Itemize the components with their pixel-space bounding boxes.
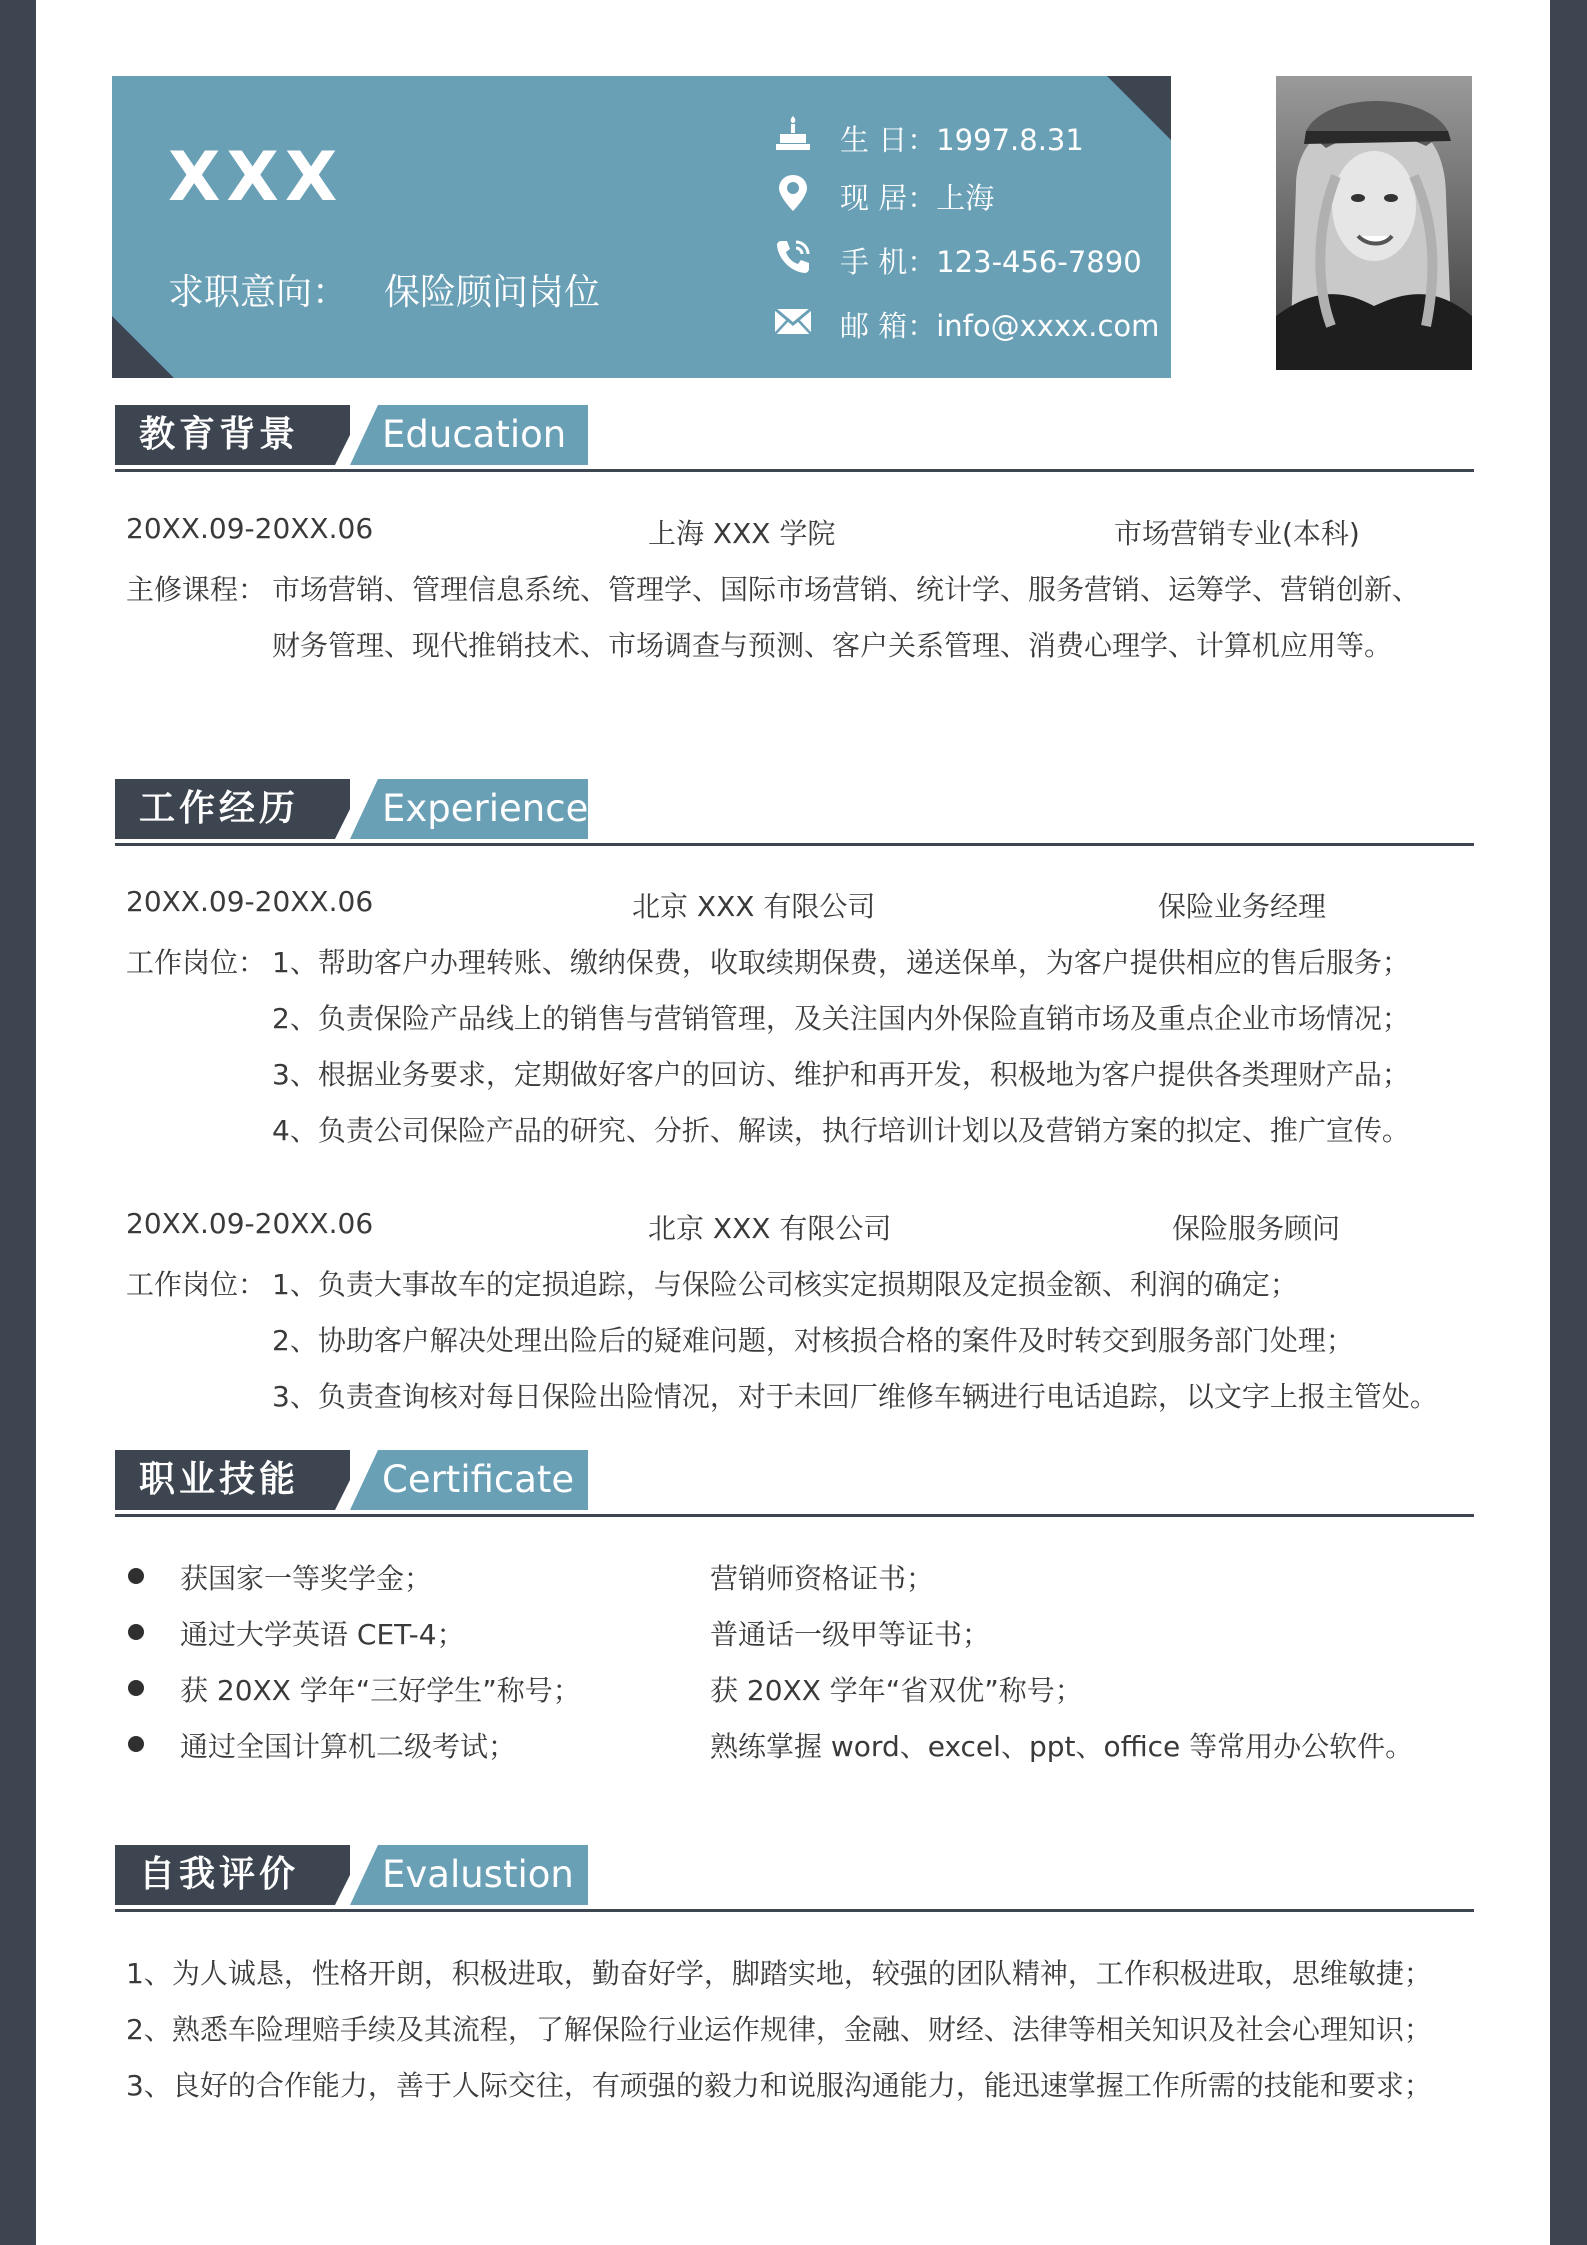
skill-item: 普通话一级甲等证书； bbox=[710, 1618, 991, 1651]
skill-item: 通过大学英语 CET-4； bbox=[180, 1618, 465, 1651]
job-intent-value: 保险顾问岗位 bbox=[384, 272, 601, 313]
skill-item: 获 20XX 学年“省双优”称号； bbox=[710, 1674, 1083, 1707]
bullet bbox=[128, 1736, 144, 1752]
evaluation-line: 2、熟悉车险理赔手续及其流程，了解保险行业运作规律，金融、财经、法律等相关知识及社会心理知识； bbox=[126, 2013, 1432, 2046]
evaluation-line: 3、良好的合作能力，善于人际交往，有顽强的毅力和说服沟通能力，能迅速掌握工作所需的技能和要求； bbox=[126, 2069, 1432, 2102]
phone-label: 手 机： bbox=[840, 245, 937, 279]
job-duty: 2、协助客户解决处理出险后的疑难问题，对核损合格的案件及时转交到服务部门处理； bbox=[272, 1324, 1354, 1357]
job-duty: 1、帮助客户办理转账、缴纳保费，收取续期保费，递送保单，为客户提供相应的售后服务； bbox=[272, 946, 1410, 979]
job-intent bbox=[168, 264, 600, 315]
section-title-en: Certificate bbox=[350, 1450, 588, 1510]
section-experience-header bbox=[115, 779, 1474, 843]
section-title-zh: 教育背景 bbox=[115, 405, 335, 465]
section-divider bbox=[115, 469, 1474, 472]
job-duty: 1、负责大事故车的定损追踪，与保险公司核实定损期限及定损金额、利润的确定； bbox=[272, 1268, 1298, 1301]
email-value: info@xxxx.com bbox=[936, 309, 1160, 343]
birthday-label: 生 日： bbox=[840, 123, 937, 157]
skill-item: 获 20XX 学年“三好学生”称号； bbox=[180, 1674, 581, 1707]
bullet bbox=[128, 1624, 144, 1640]
job-period: 20XX.09-20XX.06 bbox=[126, 885, 374, 918]
corner-decoration-bottom-left bbox=[112, 316, 174, 378]
profile-photo bbox=[1276, 76, 1472, 370]
skill-item: 通过全国计算机二级考试； bbox=[180, 1730, 517, 1763]
job-intent-label: 求职意向： bbox=[168, 272, 349, 313]
cake-icon bbox=[772, 114, 814, 156]
job-position: 保险服务顾问 bbox=[1172, 1212, 1341, 1245]
phone-value: 123-456-7890 bbox=[936, 245, 1142, 279]
section-skills-header bbox=[115, 1450, 1474, 1514]
courses-line: 财务管理、现代推销技术、市场调查与预测、客户关系管理、消费心理学、计算机应用等。 bbox=[272, 629, 1393, 662]
section-title-en: Evalustion bbox=[350, 1845, 588, 1905]
job-duty: 3、负责查询核对每日保险出险情况，对于未回厂维修车辆进行电话追踪，以文字上报主管处。 bbox=[272, 1380, 1438, 1413]
job-company: 北京 XXX 有限公司 bbox=[632, 890, 876, 923]
phone-icon bbox=[772, 236, 814, 278]
birthday-value: 1997.8.31 bbox=[936, 123, 1084, 157]
job-period: 20XX.09-20XX.06 bbox=[126, 1207, 374, 1240]
skill-item: 熟练掌握 word、excel、ppt、office 等常用办公软件。 bbox=[710, 1730, 1414, 1763]
education-major: 市场营销专业(本科) bbox=[1114, 517, 1360, 550]
section-title-zh: 工作经历 bbox=[115, 779, 335, 839]
courses-label: 主修课程： bbox=[126, 573, 267, 606]
skill-item: 获国家一等奖学金； bbox=[180, 1562, 433, 1595]
job-duty: 3、根据业务要求，定期做好客户的回访、维护和再开发，积极地为客户提供各类理财产品； bbox=[272, 1058, 1410, 1091]
section-education-header bbox=[115, 405, 1474, 469]
section-title-en: Experience bbox=[350, 779, 588, 839]
section-divider bbox=[115, 843, 1474, 846]
candidate-name: XXX bbox=[168, 138, 344, 217]
location-label: 现 居： bbox=[840, 181, 937, 215]
email-label: 邮 箱： bbox=[840, 309, 937, 343]
job-duty: 4、负责公司保险产品的研究、分折、解读，执行培训计划以及营销方案的拟定、推广宣传。 bbox=[272, 1114, 1410, 1147]
job-duties-label: 工作岗位： bbox=[126, 1268, 267, 1301]
header-band bbox=[112, 76, 1171, 378]
section-title-zh: 职业技能 bbox=[115, 1450, 335, 1510]
mail-icon bbox=[772, 300, 814, 342]
job-company: 北京 XXX 有限公司 bbox=[648, 1212, 892, 1245]
education-school: 上海 XXX 学院 bbox=[648, 517, 836, 550]
job-duty: 2、负责保险产品线上的销售与营销管理，及关注国内外保险直销市场及重点企业市场情况； bbox=[272, 1002, 1410, 1035]
resume-page bbox=[36, 0, 1550, 2245]
location-pin-icon bbox=[772, 172, 814, 214]
location-value: 上海 bbox=[936, 181, 995, 215]
bullet bbox=[128, 1680, 144, 1696]
courses-line: 市场营销、管理信息系统、管理学、国际市场营销、统计学、服务营销、运筹学、营销创新、 bbox=[272, 573, 1421, 606]
job-position: 保险业务经理 bbox=[1158, 890, 1327, 923]
job-duties-label: 工作岗位： bbox=[126, 946, 267, 979]
education-period: 20XX.09-20XX.06 bbox=[126, 512, 374, 545]
section-title-zh: 自我评价 bbox=[115, 1845, 335, 1905]
section-evaluation-header bbox=[115, 1845, 1474, 1909]
section-divider bbox=[115, 1909, 1474, 1912]
section-title-en: Education bbox=[350, 405, 588, 465]
evaluation-line: 1、为人诚恳，性格开朗，积极进取，勤奋好学，脚踏实地，较强的团队精神，工作积极进取，思维敏捷； bbox=[126, 1957, 1432, 1990]
skill-item: 营销师资格证书； bbox=[710, 1562, 935, 1595]
bullet bbox=[128, 1568, 144, 1584]
section-divider bbox=[115, 1514, 1474, 1517]
